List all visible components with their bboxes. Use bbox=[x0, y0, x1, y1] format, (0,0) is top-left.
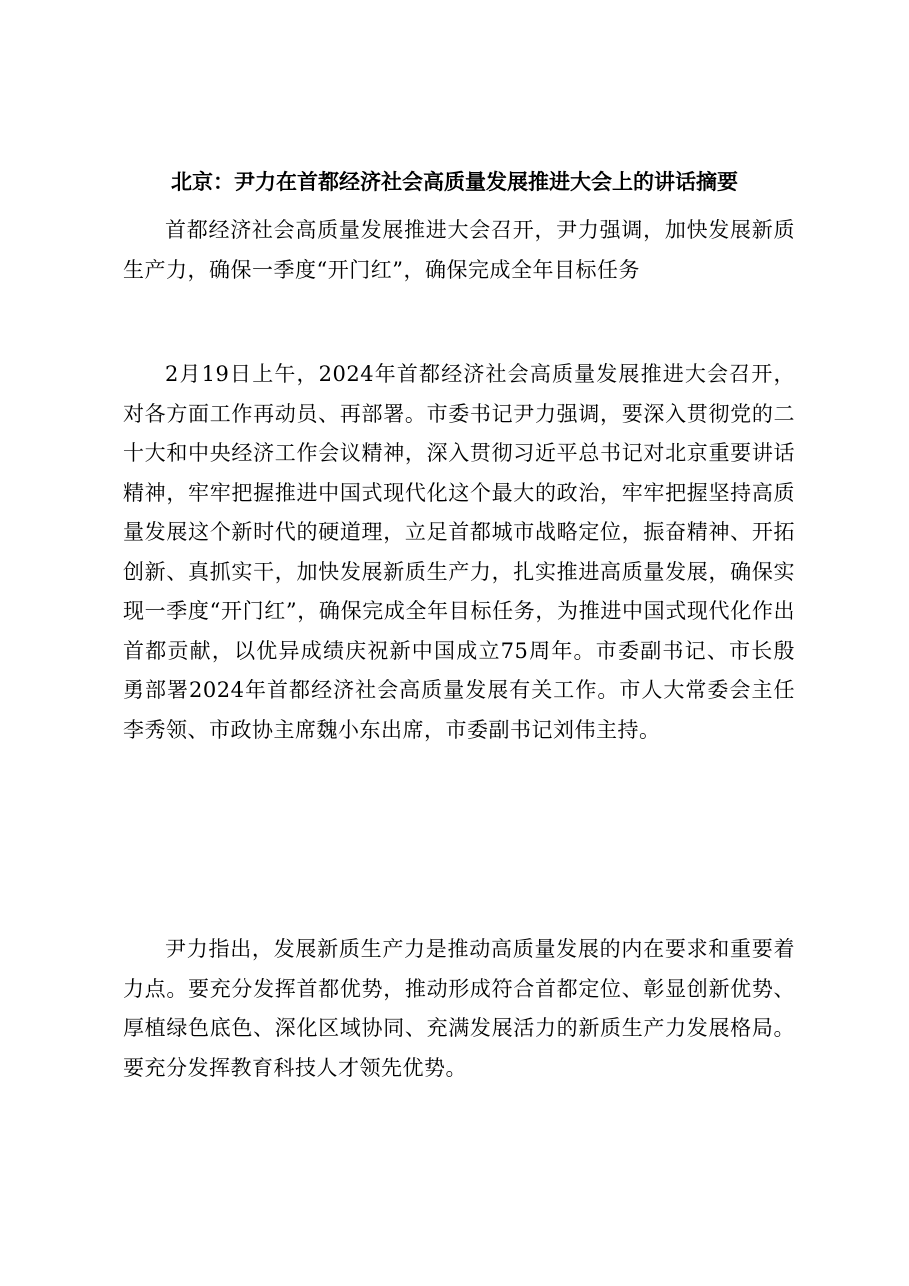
document-title: 北京：尹力在首都经济社会高质量发展推进大会上的讲话摘要 bbox=[171, 169, 738, 194]
paragraph-1-container bbox=[123, 211, 795, 290]
paragraph-3-container bbox=[123, 930, 795, 1088]
paragraph-productivity: 尹力指出，发展新质生产力是推动高质量发展的内在要求和重要着力点。要充分发挥首都优势，推动形成符合首都定位、彰显创新优势、厚植绿色底色、深化区域协同、充满发展活力的新质生产力发展格局。要充分发挥教育科技人才领先优势。 bbox=[123, 937, 795, 1080]
paragraph-lead: 首都经济社会高质量发展推进大会召开，尹力强调，加快发展新质生产力，确保一季度“开门红”，确保完成全年目标任务 bbox=[123, 218, 795, 282]
paragraph-2-container bbox=[123, 355, 795, 750]
paragraph-meeting: 2月19日上午，2024年首都经济社会高质量发展推进大会召开，对各方面工作再动员、再部署。市委书记尹力强调，要深入贯彻党的二十大和中央经济工作会议精神，深入贯彻习近平总书记对北京重要讲话精神，牢牢把握推进中国式现代化这个最大的政治，牢牢把握坚持高质量发展这个新时代的硬道理，立足首都城市战略定位，振奋精神、开拓创新、真抓实干，加快发展新质生产力，扎实推进高质量发展，确保实现一季度“开门红”，确保完成全年目标任务，为推进中国式现代化作出首都贡献，以优异成绩庆祝新中国成立75周年。市委副书记、市长殷勇部署2024年首都经济社会高质量发展有关工作。市人大常委会主任李秀领、市政协主席魏小东出席，市委副书记刘伟主持。 bbox=[123, 362, 795, 742]
